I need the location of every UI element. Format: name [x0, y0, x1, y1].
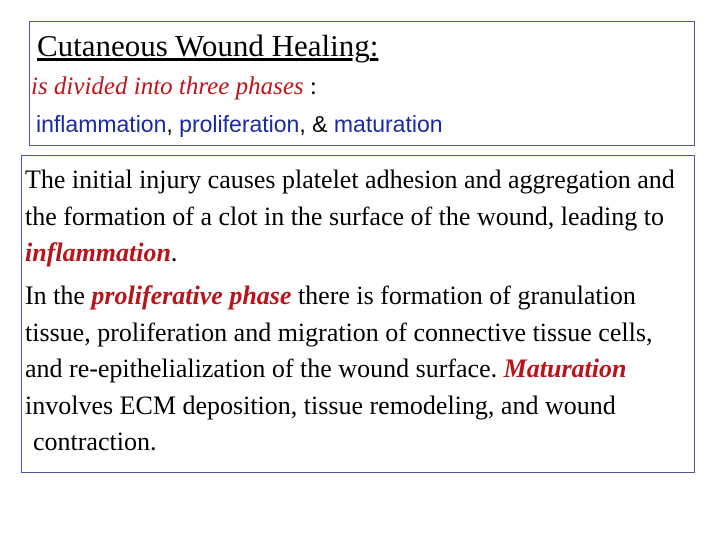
phase-inflammation: inflammation: [36, 111, 167, 137]
phase-separator-1: ,: [166, 111, 180, 137]
phase-separator-2: , &: [299, 111, 334, 137]
subtitle-line: [31, 72, 317, 102]
emphasis-proliferative-phase: proliferative phase: [91, 281, 292, 310]
phase-proliferation: proliferation: [179, 111, 300, 137]
subtitle-colon: :: [303, 73, 317, 100]
paragraph-phases-after: involves ECM deposition, tissue remodeling, and wound: [25, 390, 616, 420]
emphasis-maturation: Maturation: [503, 354, 627, 383]
paragraph-phases-last-line: contraction.: [33, 427, 157, 456]
title-colon: :: [369, 28, 379, 63]
paragraph-injury: [25, 162, 695, 272]
phases-list: [36, 109, 443, 139]
slide-title: Cutaneous Wound Healing: [37, 28, 370, 63]
phase-maturation: maturation: [333, 111, 443, 137]
slide-heading: [37, 28, 378, 64]
paragraph-injury-text: The initial injury causes platelet adhesion and aggregation and the formation of a clot in the surface of the wound, leading to: [25, 165, 675, 231]
paragraph-phases: [25, 278, 695, 461]
emphasis-inflammation: inflammation: [25, 238, 171, 267]
paragraph-phases-middle: there is formation of granulation tissue, proliferation and migration of connective tissue cells, and re-epithelialization of the wound surface.: [25, 281, 653, 383]
paragraph-phases-start: In the: [25, 281, 92, 310]
paragraph-injury-end: .: [170, 238, 178, 267]
subtitle-italic: is divided into three phases: [31, 73, 304, 100]
